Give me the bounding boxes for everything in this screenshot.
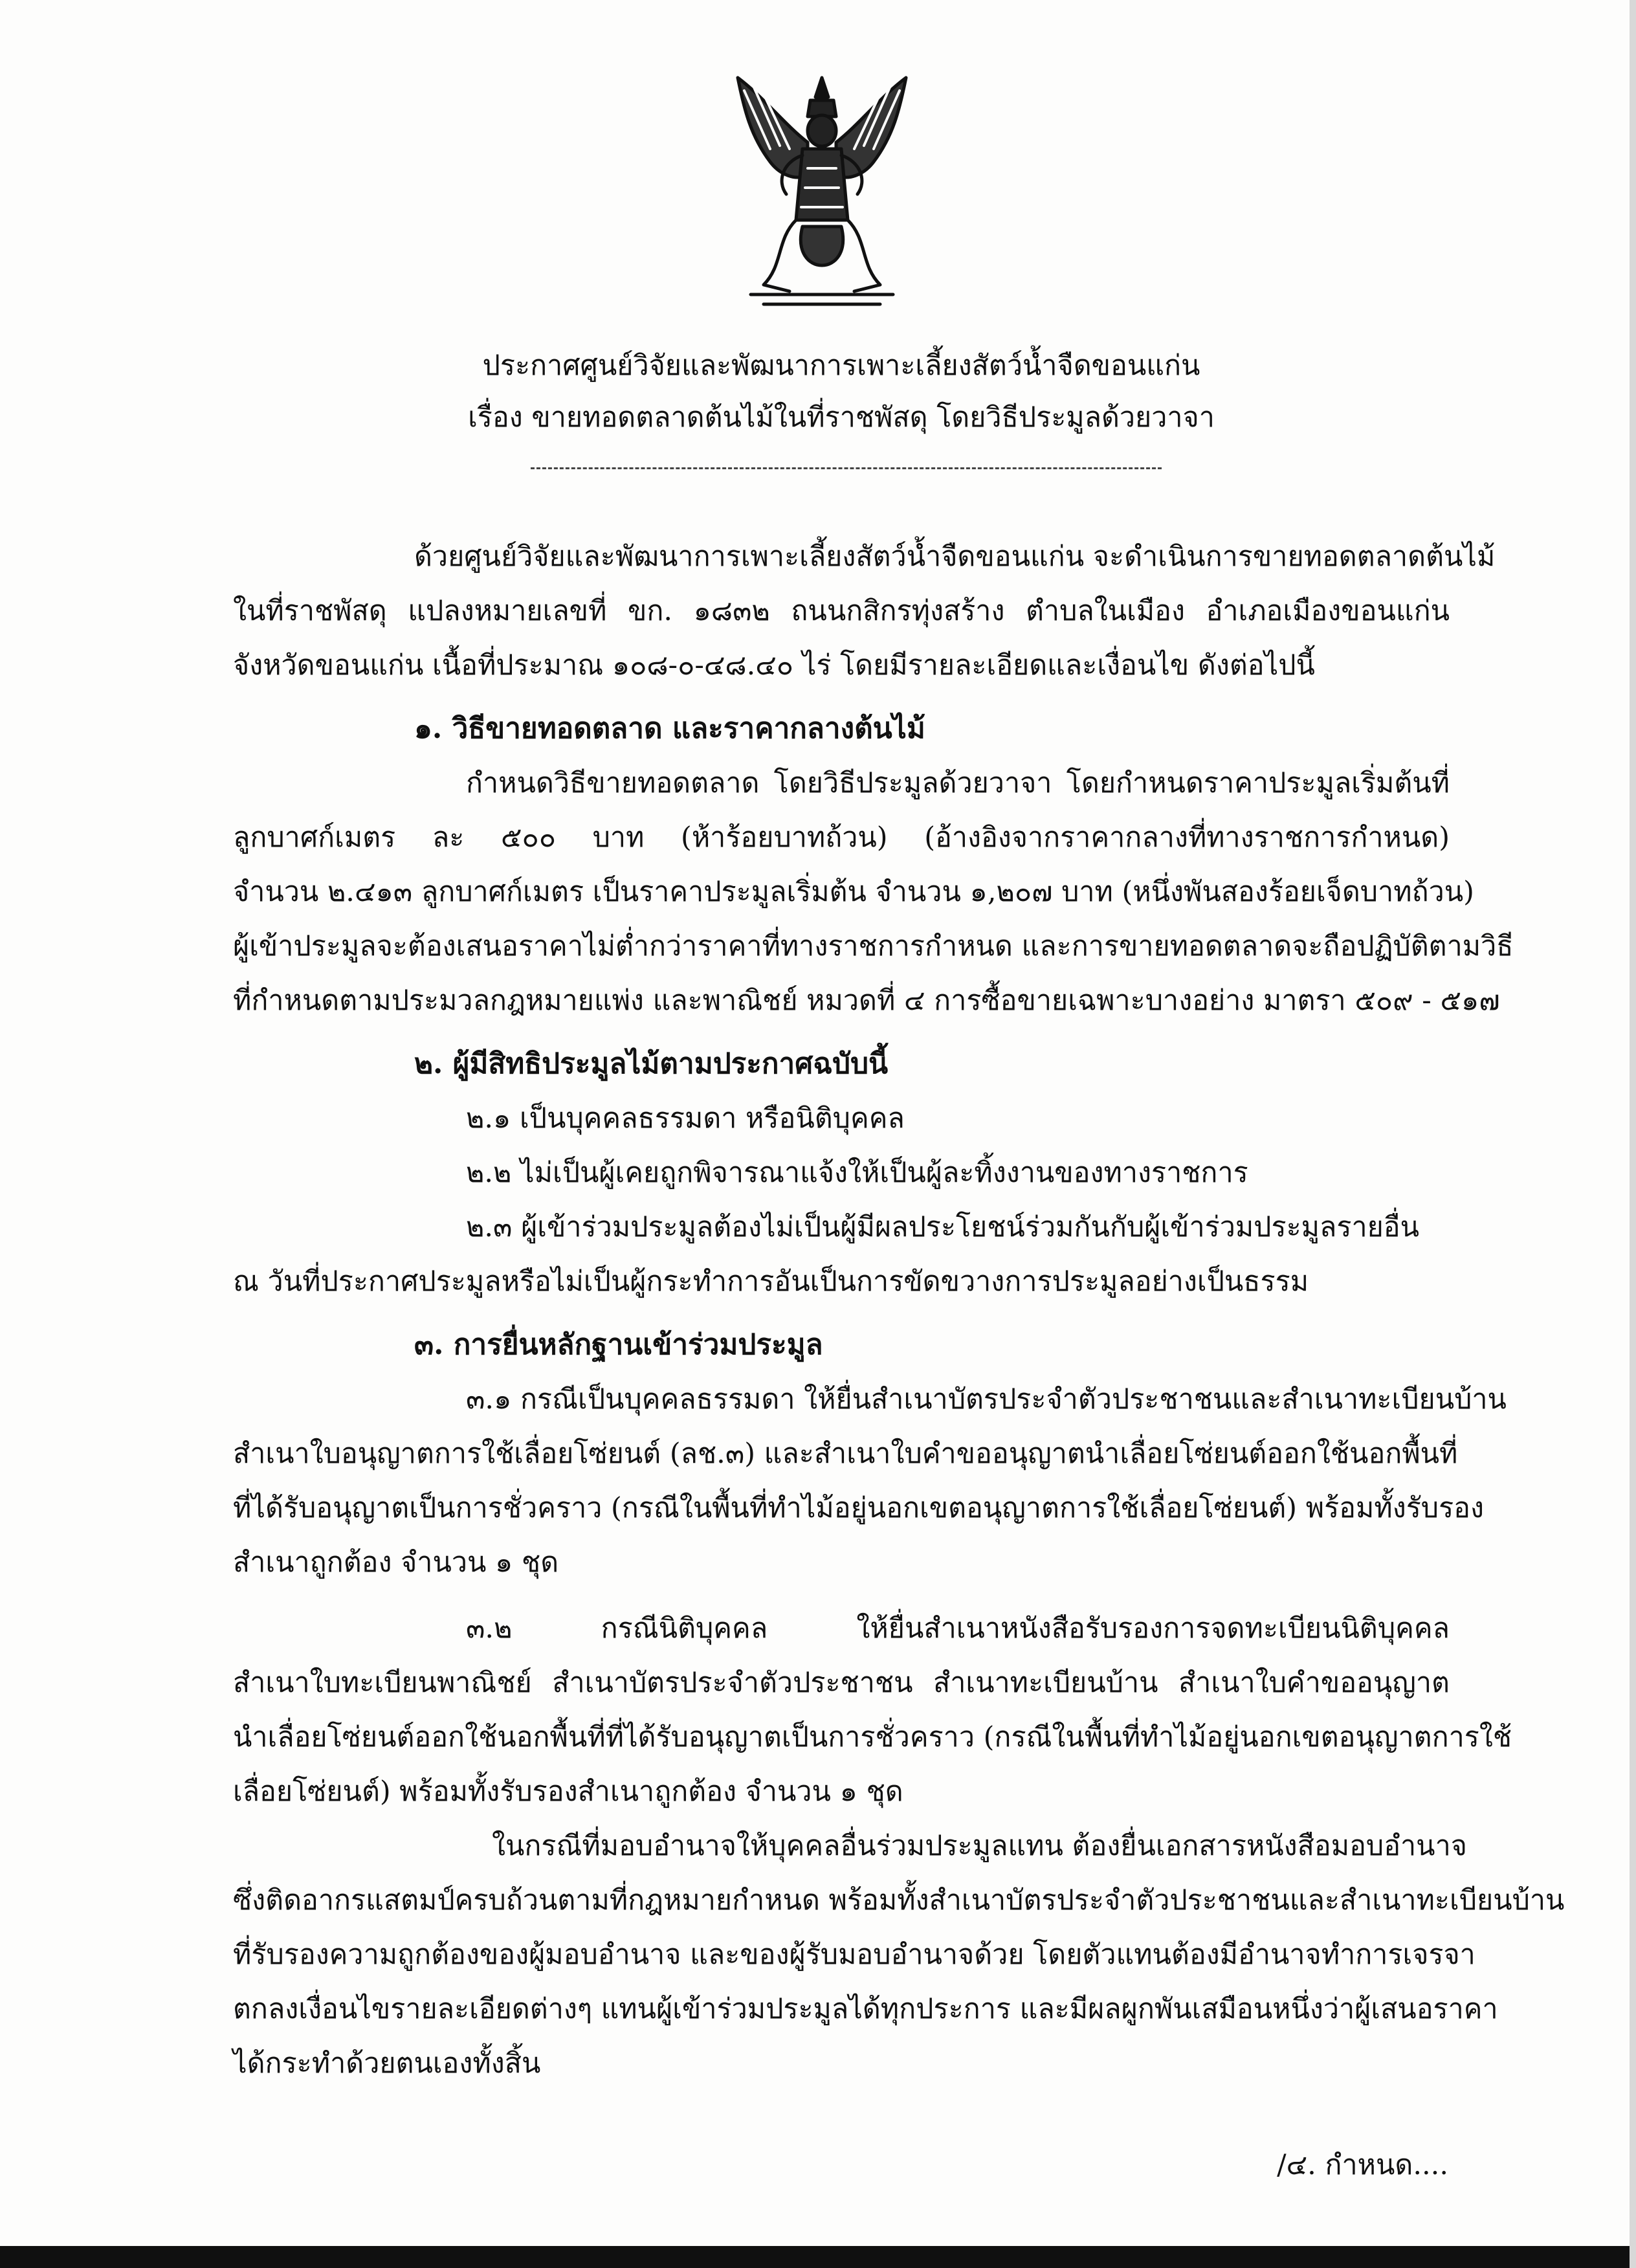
announcement-subject: เรื่อง ขายทอดตลาดต้นไม้ในที่ราชพัสดุ โดยวิธีประมูลด้วยวาจา bbox=[468, 401, 1215, 434]
proxy-paragraph-line: ตกลงเงื่อนไขรายละเอียดต่างๆ แทนผู้เข้าร่วมประมูลได้ทุกประการ และมีผลผูกพันเสมือนหนึ่งว่าผู้เสนอราคา bbox=[233, 1993, 1498, 2025]
section-3-2-line: ๓.๒ กรณีนิติบุคคล ให้ยื่นสำเนาหนังสือรับรองการจดทะเบียนนิติบุคคล bbox=[466, 1612, 1450, 1645]
garuda-emblem-icon bbox=[725, 71, 919, 317]
section-3-1-line: สำเนาใบอนุญาตการใช้เลื่อยโซ่ยนต์ (ลช.๓) และสำเนาใบคำขออนุญาตนำเลื่อยโซ่ยนต์ออกใช้นอกพื้นที่ bbox=[233, 1438, 1458, 1470]
section-2-item: ณ วันที่ประกาศประมูลหรือไม่เป็นผู้กระทำการอันเป็นการขัดขวางการประมูลอย่างเป็นธรรม bbox=[233, 1265, 1309, 1298]
section-1-line: กำหนดวิธีขายทอดตลาด โดยวิธีประมูลด้วยวาจา โดยกำหนดราคาประมูลเริ่มต้นที่ bbox=[466, 767, 1450, 799]
section-3-2-line: สำเนาใบทะเบียนพาณิชย์ สำเนาบัตรประจำตัวประชาชน สำเนาทะเบียนบ้าน สำเนาใบคำขออนุญาต bbox=[233, 1667, 1450, 1699]
title-divider bbox=[531, 467, 1162, 469]
proxy-paragraph-line: ในกรณีที่มอบอำนาจให้บุคคลอื่นร่วมประมูลแทน ต้องยื่นเอกสารหนังสือมอบอำนาจ bbox=[492, 1830, 1467, 1862]
proxy-paragraph-line: ได้กระทำด้วยตนเองทั้งสิ้น bbox=[233, 2047, 541, 2080]
section-2-item: ๒.๒ ไม่เป็นผู้เคยถูกพิจารณาแจ้งให้เป็นผู้ละทิ้งงานของทางราชการ bbox=[466, 1157, 1248, 1189]
announcement-title: ประกาศศูนย์วิจัยและพัฒนาการเพาะเลี้ยงสัตว์น้ำจืดขอนแก่น bbox=[482, 350, 1200, 382]
scan-right-edge bbox=[1630, 0, 1636, 2268]
intro-line: ด้วยศูนย์วิจัยและพัฒนาการเพาะเลี้ยงสัตว์น้ำจืดขอนแก่น จะดำเนินการขายทอดตลาดต้นไม้ bbox=[414, 540, 1496, 573]
section-1-line: ที่กำหนดตามประมวลกฎหมายแพ่ง และพาณิชย์ หมวดที่ ๔ การซื้อขายเฉพาะบางอย่าง มาตรา ๕๐๙ - ๕๑๗ bbox=[233, 984, 1500, 1017]
section-3-2-line: เลื่อยโซ่ยนต์) พร้อมทั้งรับรองสำเนาถูกต้อง จำนวน ๑ ชุด bbox=[233, 1775, 903, 1808]
section-2-item: ๒.๓ ผู้เข้าร่วมประมูลต้องไม่เป็นผู้มีผลประโยชน์ร่วมกันกับผู้เข้าร่วมประมูลรายอื่น bbox=[466, 1211, 1420, 1243]
proxy-paragraph-line: ที่รับรองความถูกต้องของผู้มอบอำนาจ และของผู้รับมอบอำนาจด้วย โดยตัวแทนต้องมีอำนาจทำการเจรจา bbox=[233, 1939, 1476, 1971]
section-3-1-line: ๓.๑ กรณีเป็นบุคคลธรรมดา ให้ยื่นสำเนาบัตรประจำตัวประชาชนและสำเนาทะเบียนบ้าน bbox=[466, 1383, 1507, 1416]
section-3-heading: ๓. การยื่นหลักฐานเข้าร่วมประมูล bbox=[414, 1328, 823, 1361]
scan-bottom-edge bbox=[0, 2246, 1636, 2268]
section-3-2-line: นำเลื่อยโซ่ยนต์ออกใช้นอกพื้นที่ที่ได้รับอนุญาตเป็นการชั่วคราว (กรณีในพื้นที่ทำไม้อยู่นอกเขตอนุญาตการใช้ bbox=[233, 1721, 1512, 1753]
section-2-item: ๒.๑ เป็นบุคคลธรรมดา หรือนิติบุคคล bbox=[466, 1102, 905, 1135]
section-1-line: จำนวน ๒.๔๑๓ ลูกบาศก์เมตร เป็นราคาประมูลเริ่มต้น จำนวน ๑,๒๐๗ บาท (หนึ่งพันสองร้อยเจ็ดบาทถ้วน) bbox=[233, 876, 1474, 908]
intro-line: ในที่ราชพัสดุ แปลงหมายเลขที่ ขก. ๑๘๓๒ ถนนกสิกรทุ่งสร้าง ตำบลในเมือง อำเภอเมืองขอนแก่น bbox=[233, 595, 1450, 627]
section-3-1-line: สำเนาถูกต้อง จำนวน ๑ ชุด bbox=[233, 1546, 559, 1579]
section-1-heading: ๑. วิธีขายทอดตลาด และราคากลางต้นไม้ bbox=[414, 712, 925, 745]
intro-line: จังหวัดขอนแก่น เนื้อที่ประมาณ ๑๐๘-๐-๔๘.๔๐ ไร่ โดยมีรายละเอียดและเงื่อนไข ดังต่อไปนี้ bbox=[233, 649, 1315, 682]
section-3-1-line: ที่ได้รับอนุญาตเป็นการชั่วคราว (กรณีในพื้นที่ทำไม้อยู่นอกเขตอนุญาตการใช้เลื่อยโซ่ยนต์) พร้อมทั้งรับรอง bbox=[233, 1492, 1485, 1524]
section-1-line: ลูกบาศก์เมตร ละ ๕๐๐ บาท (ห้าร้อยบาทถ้วน) (อ้างอิงจากราคากลางที่ทางราชการกำหนด) bbox=[233, 821, 1450, 854]
section-2-heading: ๒. ผู้มีสิทธิประมูลไม้ตามประกาศฉบับนี้ bbox=[414, 1047, 889, 1080]
section-1-line: ผู้เข้าประมูลจะต้องเสนอราคาไม่ต่ำกว่าราคาที่ทางราชการกำหนด และการขายทอดตลาดจะถือปฏิบัติตามวิธี bbox=[233, 930, 1514, 962]
proxy-paragraph-line: ซึ่งติดอากรแสตมป์ครบถ้วนตามที่กฎหมายกำหนด พร้อมทั้งสำเนาบัตรประจำตัวประชาชนและสำเนาทะเบียนบ้าน bbox=[233, 1884, 1565, 1917]
page-continuation: /๔. กำหนด.... bbox=[1277, 2149, 1448, 2181]
